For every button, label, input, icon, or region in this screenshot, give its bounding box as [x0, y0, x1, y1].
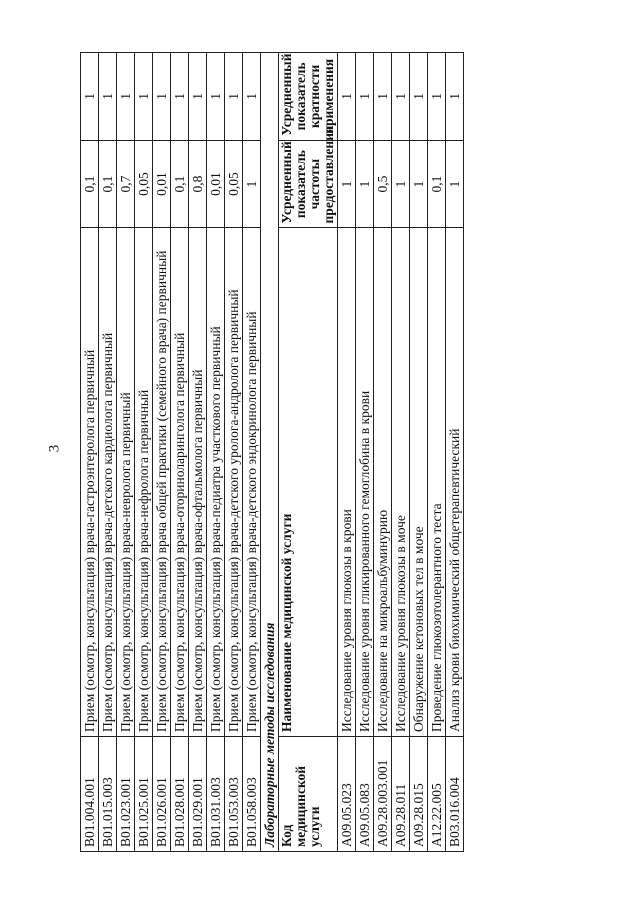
table-row	[207, 53, 225, 852]
rotated-page	[80, 52, 640, 852]
page-number: 3	[46, 444, 63, 453]
service-name: Исследование уровня глюкозы в крови	[338, 228, 356, 737]
service-name: Прием (осмотр, консультация) врача-оториноларинголога первичный	[171, 228, 189, 737]
header-frequency: Усредненный показатель частоты предоставления	[279, 140, 338, 228]
service-code: B01.023.001	[117, 737, 135, 852]
service-frequency: 0,1	[428, 140, 446, 228]
service-multiplicity: 1	[171, 53, 189, 141]
service-multiplicity: 1	[189, 53, 207, 141]
service-code: B01.015.003	[99, 737, 117, 852]
table-row	[189, 53, 207, 852]
header-row	[279, 53, 338, 852]
service-frequency: 0,1	[171, 140, 189, 228]
table-row	[392, 53, 410, 852]
service-code: A12.22.005	[428, 737, 446, 852]
service-name: Анализ крови биохимический общетерапевтический	[446, 228, 464, 737]
service-frequency: 0,5	[374, 140, 392, 228]
service-name: Прием (осмотр, консультация) врача-детского уролога-андролога первичный	[225, 228, 243, 737]
service-code: A09.28.011	[392, 737, 410, 852]
service-name: Прием (осмотр, консультация) врача-детского эндокринолога первичный	[243, 228, 261, 737]
service-frequency: 0,01	[153, 140, 171, 228]
table-row	[446, 53, 464, 852]
service-frequency: 0,01	[207, 140, 225, 228]
service-multiplicity: 1	[117, 53, 135, 141]
service-frequency: 1	[446, 140, 464, 228]
header-name: Наименование медицинской услуги	[279, 228, 338, 737]
table-row	[356, 53, 374, 852]
service-code: B01.028.001	[171, 737, 189, 852]
service-name: Прием (осмотр, консультация) врача-гастроэнтеролога первичный	[81, 228, 99, 737]
service-code: A09.05.023	[338, 737, 356, 852]
services-table	[80, 52, 464, 852]
service-multiplicity: 1	[428, 53, 446, 141]
service-code: A09.28.003.001	[374, 737, 392, 852]
table-row	[225, 53, 243, 852]
service-frequency: 1	[356, 140, 374, 228]
service-multiplicity: 1	[225, 53, 243, 141]
table-row	[428, 53, 446, 852]
service-multiplicity: 1	[135, 53, 153, 141]
service-multiplicity: 1	[81, 53, 99, 141]
service-frequency: 0,1	[99, 140, 117, 228]
service-multiplicity: 1	[392, 53, 410, 141]
service-multiplicity: 1	[207, 53, 225, 141]
service-code: B01.029.001	[189, 737, 207, 852]
service-multiplicity: 1	[99, 53, 117, 141]
service-name: Исследование на микроальбуминурию	[374, 228, 392, 737]
section-row	[261, 53, 279, 852]
table-row	[153, 53, 171, 852]
table-row	[99, 53, 117, 852]
table-row	[243, 53, 261, 852]
table-row	[117, 53, 135, 852]
service-name: Прием (осмотр, консультация) врача-педиатра участкового первичный	[207, 228, 225, 737]
service-frequency: 0,1	[81, 140, 99, 228]
service-multiplicity: 1	[446, 53, 464, 141]
service-multiplicity: 1	[356, 53, 374, 141]
service-multiplicity: 1	[374, 53, 392, 141]
service-frequency: 0,8	[189, 140, 207, 228]
service-code: B03.016.004	[446, 737, 464, 852]
service-name: Прием (осмотр, консультация) врача-офтальмолога первичный	[189, 228, 207, 737]
service-frequency: 0,05	[135, 140, 153, 228]
service-code: B01.058.003	[243, 737, 261, 852]
service-frequency: 0,7	[117, 140, 135, 228]
service-code: B01.053.003	[225, 737, 243, 852]
service-name: Прием (осмотр, консультация) врача-нефролога первичный	[135, 228, 153, 737]
table-row	[374, 53, 392, 852]
service-name: Прием (осмотр, консультация) врача-детского кардиолога первичный	[99, 228, 117, 737]
service-code: B01.004.001	[81, 737, 99, 852]
service-frequency: 1	[243, 140, 261, 228]
service-name: Проведение глюкозотолерантного теста	[428, 228, 446, 737]
service-multiplicity: 1	[338, 53, 356, 141]
service-multiplicity: 1	[243, 53, 261, 141]
table-row	[410, 53, 428, 852]
header-multiplicity: Усредненный показатель кратности применения	[279, 53, 338, 141]
service-code: B01.031.003	[207, 737, 225, 852]
table-row	[135, 53, 153, 852]
service-code: A09.05.083	[356, 737, 374, 852]
service-frequency: 0,05	[225, 140, 243, 228]
service-frequency: 1	[338, 140, 356, 228]
section-title: Лабораторные методы исследования	[261, 53, 279, 852]
service-frequency: 1	[392, 140, 410, 228]
service-name: Прием (осмотр, консультация) врача общей практики (семейного врача) первичный	[153, 228, 171, 737]
service-name: Исследование уровня гликированного гемоглобина в крови	[356, 228, 374, 737]
service-code: B01.026.001	[153, 737, 171, 852]
service-name: Обнаружение кетоновых тел в моче	[410, 228, 428, 737]
header-code: Код медицинской услуги	[279, 737, 338, 852]
service-multiplicity: 1	[410, 53, 428, 141]
table-row	[171, 53, 189, 852]
service-code: B01.025.001	[135, 737, 153, 852]
table-row	[338, 53, 356, 852]
service-name: Исследование уровня глюкозы в моче	[392, 228, 410, 737]
table-row	[81, 53, 99, 852]
service-name: Прием (осмотр, консультация) врача-невролога первичный	[117, 228, 135, 737]
service-frequency: 1	[410, 140, 428, 228]
service-code: A09.28.015	[410, 737, 428, 852]
service-multiplicity: 1	[153, 53, 171, 141]
